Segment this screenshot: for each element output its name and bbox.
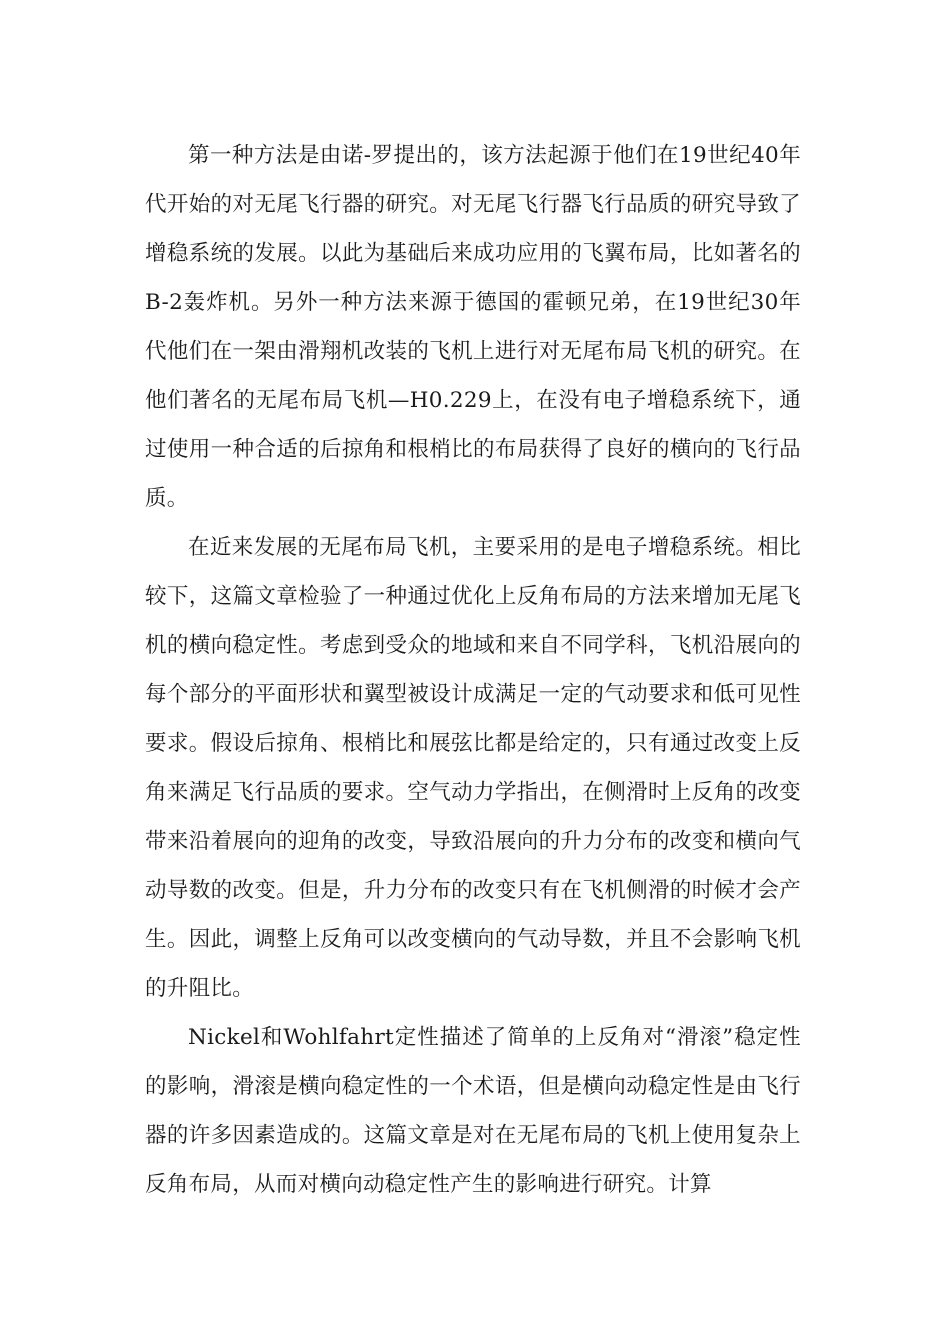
document-body bbox=[145, 131, 801, 1209]
paragraph-1: 第一种方法是由诺-罗提出的，该方法起源于他们在19世纪40年代开始的对无尾飞行器的研究。对无尾飞行器飞行品质的研究导致了增稳系统的发展。以此为基础后来成功应用的飞翼布局，比如著名的B-2轰炸机。另外一种方法来源于德国的霍顿兄弟，在19世纪30年代他们在一架由滑翔机改装的飞机上进行对无尾布局飞机的研究。在他们著名的无尾布局飞机—H0.229上，在没有电子增稳系统下，通过使用一种合适的后掠角和根梢比的布局获得了良好的横向的飞行品质。 bbox=[145, 143, 801, 511]
paragraph-2: 在近来发展的无尾布局飞机，主要采用的是电子增稳系统。相比较下，这篇文章检验了一种通过优化上反角布局的方法来增加无尾飞机的横向稳定性。考虑到受众的地域和来自不同学科，飞机沿展向的每个部分的平面形状和翼型被设计成满足一定的气动要求和低可见性要求。假设后掠角、根梢比和展弦比都是给定的，只有通过改变上反角来满足飞行品质的要求。空气动力学指出，在侧滑时上反角的改变带来沿着展向的迎角的改变，导致沿展向的升力分布的改变和横向气动导数的改变。但是，升力分布的改变只有在飞机侧滑的时候才会产生。因此，调整上反角可以改变横向的气动导数，并且不会影响飞机的升阻比。 bbox=[145, 535, 801, 1001]
paragraph-3: Nickel和Wohlfahrt定性描述了简单的上反角对“滑滚”稳定性的影响，滑滚是横向稳定性的一个术语，但是横向动稳定性是由飞行器的许多因素造成的。这篇文章是对在无尾布局的飞机上使用复杂上反角布局，从而对横向动稳定性产生的影响进行研究。计算 bbox=[145, 1025, 801, 1197]
